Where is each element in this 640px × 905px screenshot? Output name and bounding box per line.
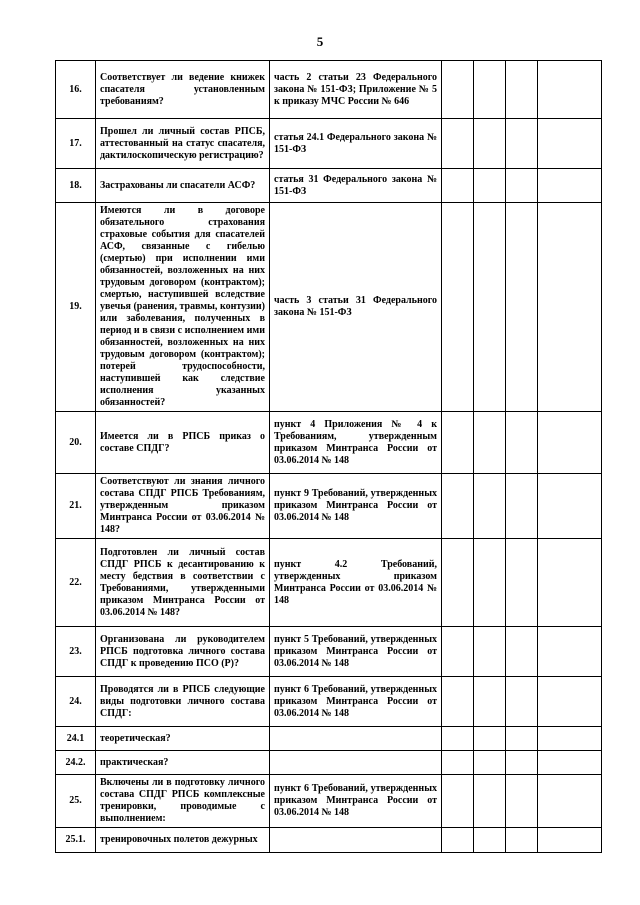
remarks-cell[interactable] <box>538 751 602 775</box>
legal-reference: пункт 6 Требований, утвержденных приказом Минтранса России от 03.06.2014 № 148 <box>270 677 442 727</box>
remarks-cell[interactable] <box>538 412 602 474</box>
checklist-row <box>56 751 602 775</box>
checklist-table <box>55 60 602 853</box>
remarks-cell[interactable] <box>538 119 602 169</box>
answer-yes-cell[interactable] <box>442 169 474 203</box>
requirement-question: Соответствуют ли знания личного состава СПДГ РПСБ Требованиям, утвержденным приказом Минтранса России от 03.06.2014 № 148? <box>96 474 270 539</box>
page-number: 5 <box>316 34 324 49</box>
answer-no-cell[interactable] <box>474 828 506 853</box>
answer-yes-cell[interactable] <box>442 775 474 828</box>
item-number: 23. <box>56 627 96 677</box>
checklist-row <box>56 119 602 169</box>
checklist-row <box>56 203 602 412</box>
answer-yes-cell[interactable] <box>442 677 474 727</box>
item-number: 20. <box>56 412 96 474</box>
answer-yes-cell[interactable] <box>442 627 474 677</box>
remarks-cell[interactable] <box>538 627 602 677</box>
answer-yes-cell[interactable] <box>442 119 474 169</box>
requirement-question: Соответствует ли ведение книжек спасателя установленным требованиям? <box>96 61 270 119</box>
item-number: 17. <box>56 119 96 169</box>
item-number: 25.1. <box>56 828 96 853</box>
item-number: 21. <box>56 474 96 539</box>
remarks-cell[interactable] <box>538 775 602 828</box>
requirement-question: Включены ли в подготовку личного состава СПДГ РПСБ комплексные тренировки, проводимые с выполнением: <box>96 775 270 828</box>
answer-na-cell[interactable] <box>506 677 538 727</box>
legal-reference: пункт 5 Требований, утвержденных приказом Минтранса России от 03.06.2014 № 148 <box>270 627 442 677</box>
answer-yes-cell[interactable] <box>442 474 474 539</box>
answer-no-cell[interactable] <box>474 203 506 412</box>
answer-na-cell[interactable] <box>506 119 538 169</box>
item-number: 18. <box>56 169 96 203</box>
remarks-cell[interactable] <box>538 539 602 627</box>
answer-yes-cell[interactable] <box>442 828 474 853</box>
answer-yes-cell[interactable] <box>442 727 474 751</box>
requirement-question: Застрахованы ли спасатели АСФ? <box>96 169 270 203</box>
checklist-row <box>56 627 602 677</box>
item-number: 24.2. <box>56 751 96 775</box>
legal-reference: пункт 6 Требований, утвержденных приказом Минтранса России от 03.06.2014 № 148 <box>270 775 442 828</box>
checklist-row <box>56 727 602 751</box>
answer-na-cell[interactable] <box>506 775 538 828</box>
legal-reference: статья 31 Федерального закона № 151-ФЗ <box>270 169 442 203</box>
answer-yes-cell[interactable] <box>442 203 474 412</box>
legal-reference: пункт 9 Требований, утвержденных приказом Минтранса России от 03.06.2014 № 148 <box>270 474 442 539</box>
answer-no-cell[interactable] <box>474 412 506 474</box>
answer-no-cell[interactable] <box>474 539 506 627</box>
answer-no-cell[interactable] <box>474 627 506 677</box>
answer-na-cell[interactable] <box>506 203 538 412</box>
item-number: 24. <box>56 677 96 727</box>
checklist-row <box>56 828 602 853</box>
checklist-row <box>56 775 602 828</box>
legal-reference: пункт 4 Приложения № 4 к Требованиям, утвержденным приказом Минтранса России от 03.06.2014 № 148 <box>270 412 442 474</box>
checklist-row <box>56 169 602 203</box>
answer-no-cell[interactable] <box>474 119 506 169</box>
answer-no-cell[interactable] <box>474 169 506 203</box>
remarks-cell[interactable] <box>538 474 602 539</box>
remarks-cell[interactable] <box>538 61 602 119</box>
answer-na-cell[interactable] <box>506 539 538 627</box>
legal-reference: часть 3 статьи 31 Федерального закона № 151-ФЗ <box>270 203 442 412</box>
item-number: 22. <box>56 539 96 627</box>
answer-na-cell[interactable] <box>506 412 538 474</box>
legal-reference <box>270 828 442 853</box>
remarks-cell[interactable] <box>538 727 602 751</box>
answer-na-cell[interactable] <box>506 751 538 775</box>
answer-no-cell[interactable] <box>474 61 506 119</box>
answer-na-cell[interactable] <box>506 627 538 677</box>
item-number: 19. <box>56 203 96 412</box>
remarks-cell[interactable] <box>538 828 602 853</box>
requirement-question: Проводятся ли в РПСБ следующие виды подготовки личного состава СПДГ: <box>96 677 270 727</box>
legal-reference <box>270 727 442 751</box>
legal-reference: пункт 4.2 Требований, утвержденных приказом Минтранса России от 03.06.2014 № 148 <box>270 539 442 627</box>
legal-reference: часть 2 статьи 23 Федерального закона № 151-ФЗ; Приложение № 5 к приказу МЧС России № 646 <box>270 61 442 119</box>
requirement-question: Имеется ли в РПСБ приказ о составе СПДГ? <box>96 412 270 474</box>
requirement-question: Организована ли руководителем РПСБ подготовка личного состава СПДГ к проведению ПСО (Р)? <box>96 627 270 677</box>
requirement-question: теоретическая? <box>96 727 270 751</box>
answer-na-cell[interactable] <box>506 61 538 119</box>
answer-yes-cell[interactable] <box>442 412 474 474</box>
item-number: 16. <box>56 61 96 119</box>
answer-yes-cell[interactable] <box>442 751 474 775</box>
legal-reference: статья 24.1 Федерального закона № 151-ФЗ <box>270 119 442 169</box>
item-number: 25. <box>56 775 96 828</box>
answer-yes-cell[interactable] <box>442 61 474 119</box>
checklist-row <box>56 412 602 474</box>
answer-no-cell[interactable] <box>474 727 506 751</box>
requirement-question: Прошел ли личный состав РПСБ, аттестованный на статус спасателя, дактилоскопическую регистрацию? <box>96 119 270 169</box>
answer-no-cell[interactable] <box>474 677 506 727</box>
answer-na-cell[interactable] <box>506 169 538 203</box>
requirement-question: Подготовлен ли личный состав СПДГ РПСБ к десантированию к месту бедствия в соответствии с Требованиями, утвержденными приказом Минтранса России от 03.06.2014 № 148? <box>96 539 270 627</box>
legal-reference <box>270 751 442 775</box>
answer-no-cell[interactable] <box>474 751 506 775</box>
checklist-row <box>56 61 602 119</box>
answer-na-cell[interactable] <box>506 828 538 853</box>
checklist-row <box>56 539 602 627</box>
answer-na-cell[interactable] <box>506 727 538 751</box>
requirement-question: практическая? <box>96 751 270 775</box>
remarks-cell[interactable] <box>538 169 602 203</box>
answer-no-cell[interactable] <box>474 775 506 828</box>
requirement-question: тренировочных полетов дежурных <box>96 828 270 853</box>
requirement-question: Имеются ли в договоре обязательного страхования страховые события для спасателей АСФ, связанные с гибелью (смертью) при исполнении ими обязанностей, возложенных на них трудовым договором (контрактом); смертью, наступившей вследствие увечья (ранения, травмы, контузии) или заболевания, полученных в период и в связи с исполнением ими обязанностей, возложенных на них трудовым договором (контрактом); потерей трудоспособности, наступившей как следствие исполнения указанных обязанностей? <box>96 203 270 412</box>
checklist-row <box>56 677 602 727</box>
answer-yes-cell[interactable] <box>442 539 474 627</box>
answer-na-cell[interactable] <box>506 474 538 539</box>
checklist-rows <box>56 61 602 853</box>
checklist-row <box>56 474 602 539</box>
remarks-cell[interactable] <box>538 203 602 412</box>
item-number: 24.1 <box>56 727 96 751</box>
remarks-cell[interactable] <box>538 677 602 727</box>
answer-no-cell[interactable] <box>474 474 506 539</box>
